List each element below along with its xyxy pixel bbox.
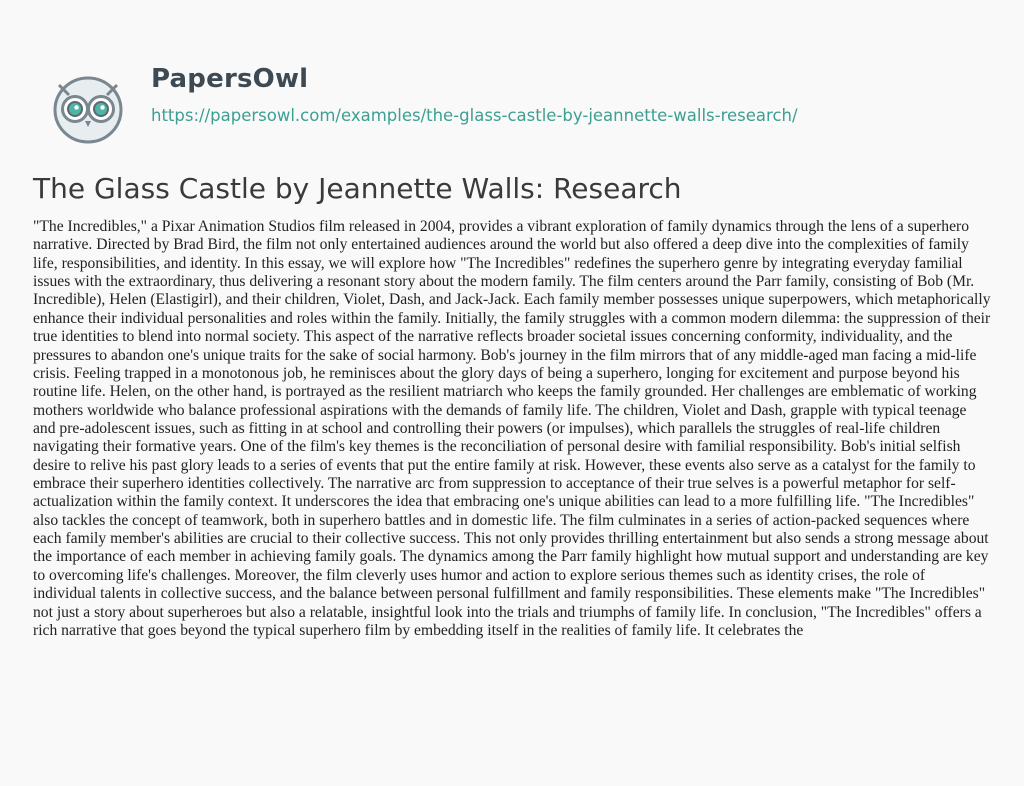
source-url-link[interactable]: https://papersowl.com/examples/the-glass-castle-by-jeannette-walls-research/ [151,106,798,125]
site-header [40,58,1000,138]
brand-name[interactable]: PapersOwl [151,64,309,94]
owl-logo-icon [49,69,127,147]
article-body: "The Incredibles," a Pixar Animation Studios film released in 2004, provides a vibrant exploration of family dynamics through the lens of a superhero narrative. Directed by Brad Bird, the film not only entertained audiences around the world but also offered a deep dive into the complexities of family life, responsibilities, and identity. In this essay, we will explore how "The Incredibles" redefines the superhero genre by integrating everyday familial issues with the extraordinary, thus delivering a resonant story about the modern family. The film centers around the Parr family, consisting of Bob (Mr. Incredible), Helen (Elastigirl), and their children, Violet, Dash, and Jack-Jack. Each family member possesses unique superpowers, which metaphorically enhance their individual personalities and roles within the family. Initially, the family struggles with a common modern dilemma: the suppression of their true identities to blend into normal society. This aspect of the narrative reflects broader societal issues concerning conformity, individuality, and the pressures to abandon one's unique traits for the sake of social harmony. Bob's journey in the film mirrors that of any middle-aged man facing a mid-life crisis. Feeling trapped in a monotonous job, he reminisces about the glory days of being a superhero, longing for excitement and purpose beyond his routine life. Helen, on the other hand, is portrayed as the resilient matriarch who keeps the family grounded. Her challenges are emblematic of working mothers worldwide who balance professional aspirations with the demands of family life. The children, Violet and Dash, grapple with typical teenage and pre-adolescent issues, such as fitting in at school and controlling their powers (or impulses), which parallels the struggles of real-life children navigating their formative years. One of the film's key themes is the reconciliation of personal desire with familial responsibility. Bob's initial selfish desire to relive his past glory leads to a series of events that put the entire family at risk. However, these events also serve as a catalyst for the family to embrace their superhero identities collectively. The narrative arc from suppression to acceptance of their true selves is a powerful metaphor for self-actualization within the family context. It underscores the idea that embracing one's unique abilities can lead to a more fulfilling life. "The Incredibles" also tackles the concept of teamwork, both in superhero battles and in domestic life. The film culminates in a series of action-packed sequences where each family member's abilities are crucial to their collective success. This not only provides thrilling entertainment but also sends a strong message about the importance of each member in achieving family goals. The dynamics among the Parr family highlight how mutual support and understanding are key to overcoming life's challenges. Moreover, the film cleverly uses humor and action to explore serious themes such as identity crises, the role of individual talents in collective success, and the balance between personal fulfillment and family responsibilities. These elements make "The Incredibles" not just a story about superheroes but also a relatable, insightful look into the trials and triumphs of family life. In conclusion, "The Incredibles" offers a rich narrative that goes beyond the typical superhero film by embedding itself in the realities of family life. It celebrates the [33,218,991,639]
page-title: The Glass Castle by Jeannette Walls: Research [33,172,682,205]
